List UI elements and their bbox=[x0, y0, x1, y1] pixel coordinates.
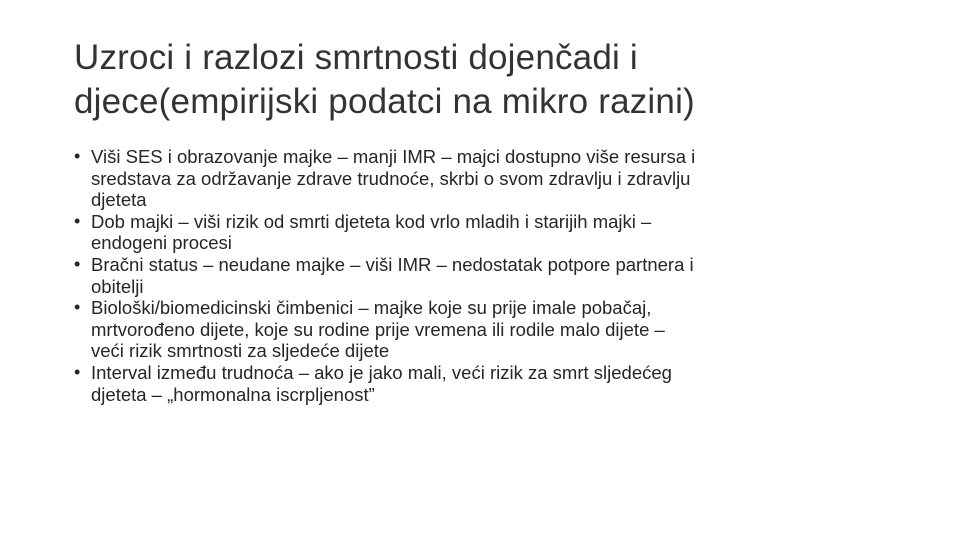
bullet-line: djeteta – „hormonalna iscrpljenost” bbox=[91, 383, 375, 405]
bullet-text bbox=[91, 146, 874, 211]
bullet-line: obitelji bbox=[91, 275, 144, 297]
bullet-line: endogeni procesi bbox=[91, 232, 232, 254]
bullet-line: mrtvorođeno dijete, koje su rodine prije vremena ili rodile malo dijete – bbox=[91, 318, 665, 340]
bullet-text bbox=[91, 362, 874, 405]
slide-title bbox=[74, 36, 894, 124]
bullet-text bbox=[91, 254, 874, 297]
bullet-item bbox=[74, 146, 874, 211]
bullet-line: djeteta bbox=[91, 189, 147, 211]
bullet-line: veći rizik smrtnosti za sljedeće dijete bbox=[91, 340, 390, 362]
bullet-line: Interval između trudnoća – ako je jako mali, veći rizik za smrt sljedećeg bbox=[91, 361, 672, 383]
bullet-marker: • bbox=[74, 253, 81, 274]
bullet-marker: • bbox=[74, 361, 81, 382]
bullet-item bbox=[74, 297, 874, 362]
bullet-item bbox=[74, 362, 874, 405]
bullet-text bbox=[91, 211, 874, 254]
bullet-marker: • bbox=[74, 297, 81, 318]
bullet-list bbox=[74, 146, 874, 405]
bullet-item bbox=[74, 254, 874, 297]
slide-title-line: djece(empirijski podatci na mikro razini) bbox=[74, 82, 695, 121]
bullet-line: Viši SES i obrazovanje majke – manji IMR – majci dostupno više resursa i bbox=[91, 146, 696, 167]
bullet-line: Biološki/biomedicinski čimbenici – majke koje su prije imale pobačaj, bbox=[91, 297, 652, 319]
bullet-marker: • bbox=[74, 146, 81, 166]
bullet-item bbox=[74, 211, 874, 254]
bullet-line: sredstava za održavanje zdrave trudnoće, skrbi o svom zdravlju i zdravlju bbox=[91, 167, 691, 189]
bullet-marker: • bbox=[74, 210, 81, 231]
slide-title-line: Uzroci i razlozi smrtnosti dojenčadi i bbox=[74, 38, 638, 77]
bullet-text bbox=[91, 297, 874, 362]
bullet-line: Bračni status – neudane majke – viši IMR – nedostatak potpore partnera i bbox=[91, 253, 694, 275]
bullet-line: Dob majki – viši rizik od smrti djeteta kod vrlo mladih i starijih majki – bbox=[91, 210, 652, 232]
